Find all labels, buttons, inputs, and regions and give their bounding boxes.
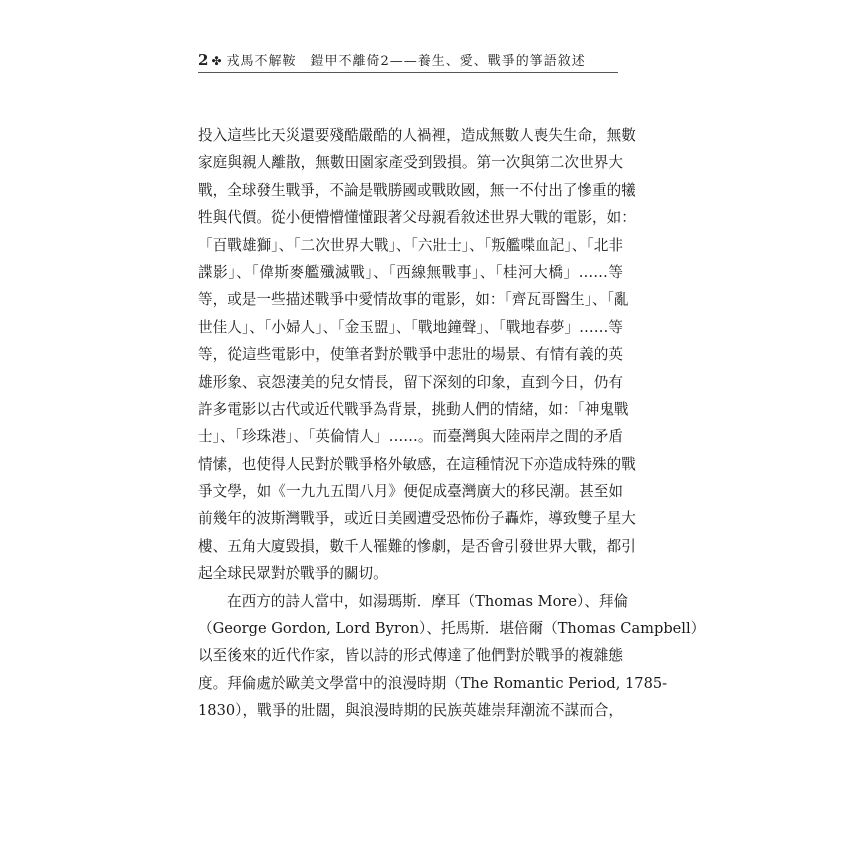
body-text: [198, 122, 706, 725]
text-line: 諜影」、「偉斯麥艦殲滅戰」、「西線無戰事」、「桂河大橋」……等: [198, 263, 623, 281]
text-line: 牲與代價。從小便懵懵懂懂跟著父母親看敘述世界大戰的電影，如：: [198, 209, 636, 227]
paragraph: [198, 588, 706, 725]
text-line: 「百戰雄獅」、「二次世界大戰」、「六壯士」、「叛艦喋血記」、「北非: [198, 236, 623, 254]
text-line: 許多電影以古代或近代戰爭為背景，挑動人們的情緒，如：「神鬼戰: [198, 400, 629, 418]
text-line: 家庭與親人離散，無數田園家產受到毀損。第一次與第二次世界大: [198, 154, 623, 172]
text-line: （George Gordon, Lord Byron）、托馬斯．堪倍爾（Thomas Campbell）: [198, 620, 706, 638]
text-line: 度。拜倫處於歐美文學當中的浪漫時期（The Romantic Period, 1785-: [198, 674, 668, 692]
text-line: 戰，全球發生戰爭，不論是戰勝國或戰敗國，無一不付出了慘重的犧: [198, 181, 636, 199]
text-line: 在西方的詩人當中，如湯瑪斯．摩耳（Thomas More）、拜倫: [227, 592, 629, 610]
text-line: 士」、「珍珠港」、「英倫情人」……。而臺灣與大陸兩岸之間的矛盾: [198, 428, 623, 446]
flower-ornament-icon: ✤: [211, 54, 223, 68]
header-divider: [198, 72, 618, 73]
paragraph: [198, 122, 636, 588]
page-number: 2: [198, 51, 210, 69]
text-line: 樓、五角大廈毀損，數千人罹難的慘劇，是否會引發世界大戰，都引: [198, 537, 636, 555]
series-title: 戎馬不解鞍: [226, 54, 297, 69]
running-header: [198, 50, 618, 70]
text-line: 雄形象、哀怨淒美的兒女情長，留下深刻的印象，直到今日，仍有: [198, 373, 623, 391]
text-line: 投入這些比天災還要殘酷嚴酷的人禍裡，造成無數人喪失生命，無數: [198, 127, 636, 144]
text-line: 以至後來的近代作家，皆以詩的形式傳達了他們對於戰爭的複雜態: [198, 647, 623, 665]
text-line: 等，或是一些描述戰爭中愛情故事的電影，如：「齊瓦哥醫生」、「亂: [198, 291, 629, 309]
text-line: 起全球民眾對於戰爭的關切。: [198, 565, 388, 583]
text-line: 世佳人」、「小婦人」、「金玉盟」、「戰地鐘聲」、「戰地春夢」……等: [198, 318, 623, 336]
book-title: 鎧甲不離倚2——養生、愛、戰爭的箏語敘述: [310, 54, 586, 69]
text-line: 爭文學，如《一九九五閏八月》便促成臺灣廣大的移民潮。甚至如: [198, 483, 623, 501]
text-line: 前幾年的波斯灣戰爭，或近日美國遭受恐怖份子轟炸，導致雙子星大: [198, 510, 636, 528]
text-line: 等，從這些電影中，使筆者對於戰爭中悲壯的場景、有情有義的英: [198, 346, 623, 364]
text-line: 1830），戰爭的壯闊，與浪漫時期的民族英雄崇拜潮流不謀而合，: [198, 702, 623, 720]
text-line: 情愫，也使得人民對於戰爭格外敏感，在這種情況下亦造成特殊的戰: [198, 455, 636, 473]
